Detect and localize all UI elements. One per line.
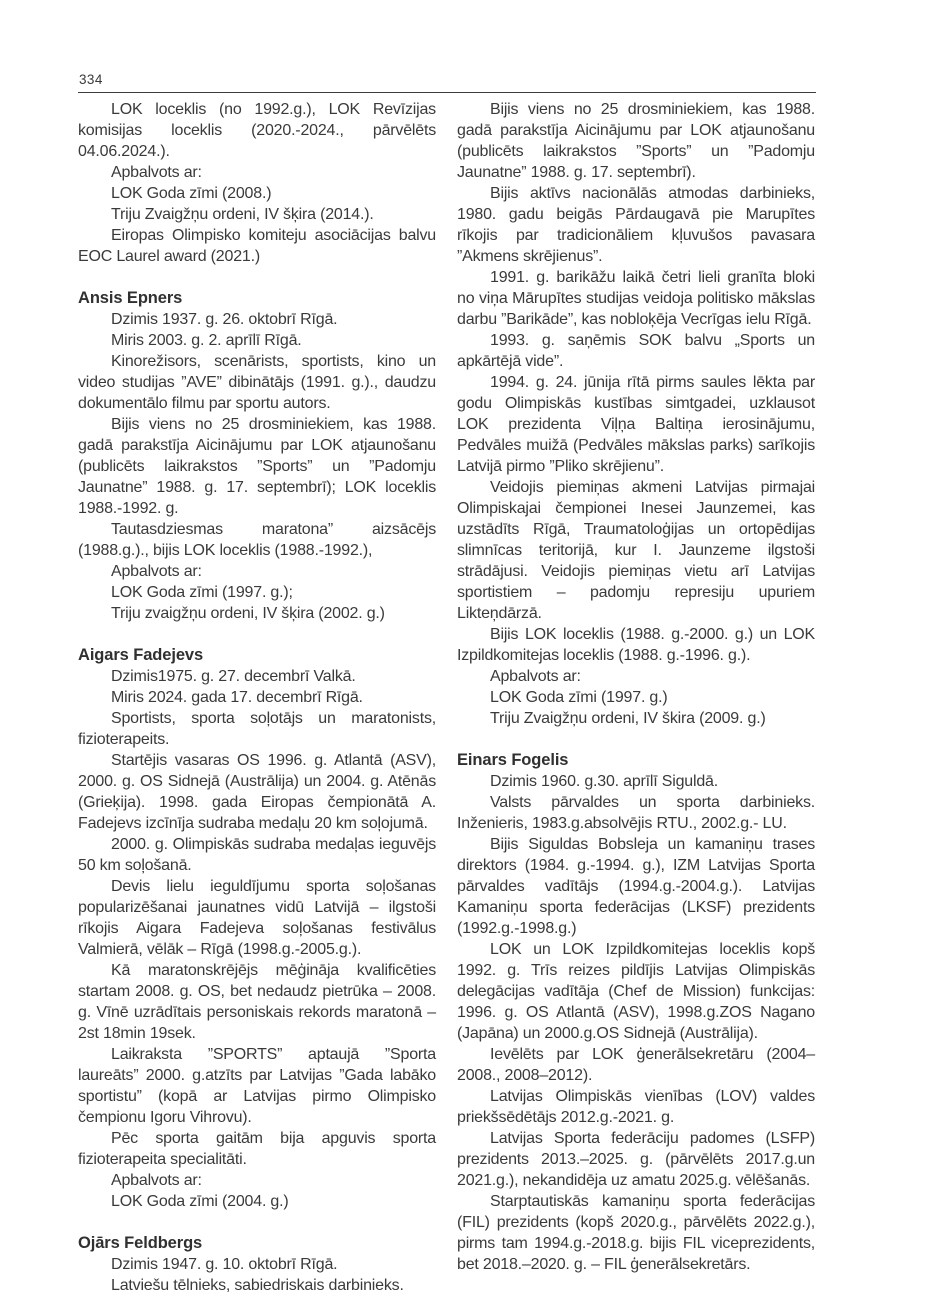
entry-heading: Ansis Epners [78,289,183,307]
body-paragraph: Latvijas Olimpiskās vienības (LOV) valdes priekšsēdētājs 2012.g.-2021. g. [457,1088,815,1126]
entry-heading: Einars Fogelis [457,751,569,769]
body-paragraph: Miris 2003. g. 2. aprīlī Rīgā. [111,332,302,349]
body-paragraph: Startējis vasaras OS 1996. g. Atlantā (ASV), 2000. g. OS Sidnejā (Austrālija) un 2004. g. Atēnās (Grieķija). 1998. gada Eiropas čempionātā A. Fadejevs izcīnīja sudraba medaļu 20 km soļojumā. [78,752,436,832]
body-paragraph: 1993. g. saņēmis SOK balvu „Sports un apkārtējā vide”. [457,332,815,370]
body-paragraph: Ievēlēts par LOK ģenerālsekretāru (2004–2008., 2008–2012). [457,1046,815,1084]
body-paragraph: Kā maratonskrējējs mēģināja kvalificēties startam 2008. g. OS, bet nedaudz pietrūka – 2008. g. Vīnē uzrādītais personiskais rekords maratonā – 2st 18min 19sek. [78,962,436,1042]
body-paragraph: Bijis Siguldas Bobsleja un kamaniņu trases direktors (1984. g.-1994. g.), IZM Latvijas Sporta pārvaldes vadītājs (1994.g.-2004.g.). Latvijas Kamaniņu sporta federācijas (LKSF) prezidents (1992.g.-1998.g.) [457,836,815,937]
body-paragraph: Dzimis 1947. g. 10. oktobrī Rīgā. [111,1256,338,1273]
body-paragraph: Starptautiskās kamaniņu sporta federācijas (FIL) prezidents (kopš 2020.g., pārvēlēts 2022.g.), pirms tam 1994.g.-2018.g. bijis FIL viceprezidents, bet 2018.–2020. g. – FIL ģenerālsekretārs. [457,1193,815,1273]
page-number: 334 [79,72,103,87]
body-paragraph: Triju zvaigžņu ordeni, IV šķira (2002. g.) [111,605,385,622]
entry-heading: Aigars Fadejevs [78,646,204,664]
right-column [457,99,815,1275]
body-paragraph: Valsts pārvaldes un sporta darbinieks. Inženieris, 1983.g.absolvējis RTU., 2002.g.- LU. [457,794,815,832]
body-paragraph: Apbalvots ar: [490,668,581,685]
body-paragraph: Bijis viens no 25 drosminiekiem, kas 1988. gadā parakstīja Aicinājumu par LOK atjaunošanu (publicēts laikrakstos ”Sports” un ”Padomju Jaunatne” 1988. g. 17. septembrī); LOK loceklis 1988.-1992. g. [78,416,436,517]
body-paragraph: Sportists, sporta soļotājs un maratonists, fizioterapeits. [78,710,436,748]
body-paragraph: LOK Goda zīmi (1997. g.) [490,689,668,706]
body-paragraph: Bijis aktīvs nacionālās atmodas darbinieks, 1980. gadu beigās Pārdaugavā pie Marupītes rīkojis par tradicionāliem kļuvušos pavasara ”Akmens skrējienus”. [457,185,815,265]
body-paragraph: Kinorežisors, scenārists, sportists, kino un video studijas ”AVE” dibinātājs (1991. g.)., daudzu dokumentālo filmu par sportu autors. [78,353,436,412]
book-page [78,72,816,1296]
body-paragraph: 1994. g. 24. jūnija rītā pirms saules lēkta par godu Olimpiskās kustības simtgadei, uzklausot LOK prezidenta Viļņa Baltiņa ierosinājumu, Pedvāles muižā (Pedvāles mākslas parks) sarīkojis Latvijā pirmo ”Pliko skrējienu”. [457,374,815,475]
body-paragraph: Dzimis1975. g. 27. decembrī Valkā. [111,668,356,685]
body-paragraph: LOK un LOK Izpildkomitejas loceklis kopš 1992. g. Trīs reizes pildījis Latvijas Olimpiskās delegācijas vadītāja (Chef de Mission) funkcijas: 1996. g. OS Atlantā (ASV), 1998.g.ZOS Nagano (Japāna) un 2000.g.OS Sidnejā (Austrālija). [457,941,815,1042]
body-paragraph: Bijis viens no 25 drosminiekiem, kas 1988. gadā parakstīja Aicinājumu par LOK atjaunošanu (publicēts laikrakstos ”Sports” un ”Padomju Jaunatne” 1988. g. 17. septembrī). [457,101,815,181]
body-paragraph: Eiropas Olimpisko komiteju asociācijas balvu EOC Laurel award (2021.) [78,227,436,265]
body-paragraph: Triju Zvaigžņu ordeni, IV škira (2009. g.) [490,710,766,727]
body-paragraph: Triju Zvaigžņu ordeni, IV šķira (2014.). [111,206,374,223]
body-paragraph: LOK Goda zīmi (2004. g.) [111,1193,289,1210]
body-paragraph: Devis lielu ieguldījumu sporta soļošanas popularizēšanai jaunatnes vidū Latvijā – ilgstoši rīkojis Aigara Fadejeva soļošanas festivālus Valmierā, vēlāk – Rīgā (1998.g.-2005.g.). [78,878,436,958]
body-paragraph: LOK Goda zīmi (2008.) [111,185,272,202]
body-paragraph: Dzimis 1937. g. 26. oktobrī Rīgā. [111,311,338,328]
body-paragraph: Bijis LOK loceklis (1988. g.-2000. g.) un LOK Izpildkomitejas loceklis (1988. g.-1996. g.). [457,626,815,664]
body-paragraph: Laikraksta ”SPORTS” aptaujā ”Sporta laureāts” 2000. g.atzīts par Latvijas ”Gada labāko sportistu” (kopā ar Latvijas pirmo Olimpisko čempionu Igoru Vihrovu). [78,1046,436,1126]
body-paragraph: Dzimis 1960. g.30. aprīlī Siguldā. [490,773,718,790]
body-paragraph: Latvijas Sporta federāciju padomes (LSFP) prezidents 2013.–2025. g. (pārvēlēts 2017.g.un 2021.g.), nekandidēja uz amatu 2025.g. vēlēšanās. [457,1130,815,1189]
body-paragraph: Apbalvots ar: [111,1172,202,1189]
body-paragraph: LOK Goda zīmi (1997. g.); [111,584,293,601]
left-column [78,99,436,1296]
entry-heading: Ojārs Feldbergs [78,1234,203,1252]
body-paragraph: LOK loceklis (no 1992.g.), LOK Revīzijas komisijas loceklis (2020.-2024., pārvēlēts 04.06.2024.). [78,101,436,160]
body-paragraph: Tautasdziesmas maratona” aizsācējs (1988.g.)., bijis LOK loceklis (1988.-1992.), [78,521,436,559]
body-paragraph: Pēc sporta gaitām bija apguvis sporta fizioterapeita specialitāti. [78,1130,436,1168]
text-columns [78,99,816,1296]
body-paragraph: Apbalvots ar: [111,563,202,580]
body-paragraph: Apbalvots ar: [111,164,202,181]
header-rule [78,92,816,93]
body-paragraph: 2000. g. Olimpiskās sudraba medaļas ieguvējs 50 km soļošanā. [78,836,436,874]
body-paragraph: Veidojis piemiņas akmeni Latvijas pirmajai Olimpiskajai čempionei Inesei Jaunzemei, kas uzstādīts Rīgā, Traumatoloģijas un ortopēdijas slimnīcas teritorijā, kur I. Jaunzeme ilgstoši strādājusi. Veidojis piemiņas vietu arī Latvijas sportistiem – padomju represiju upuriem Likteņdārzā. [457,479,815,622]
body-paragraph: Miris 2024. gada 17. decembrī Rīgā. [111,689,363,706]
body-paragraph: Latviešu tēlnieks, sabiedriskais darbinieks. [111,1277,404,1294]
body-paragraph: 1991. g. barikāžu laikā četri lieli granīta bloki no viņa Mārupītes studijas veidoja politisko mākslas darbu ”Barikāde”, kas nobloķēja Vecrīgas ielu Rīgā. [457,269,815,328]
